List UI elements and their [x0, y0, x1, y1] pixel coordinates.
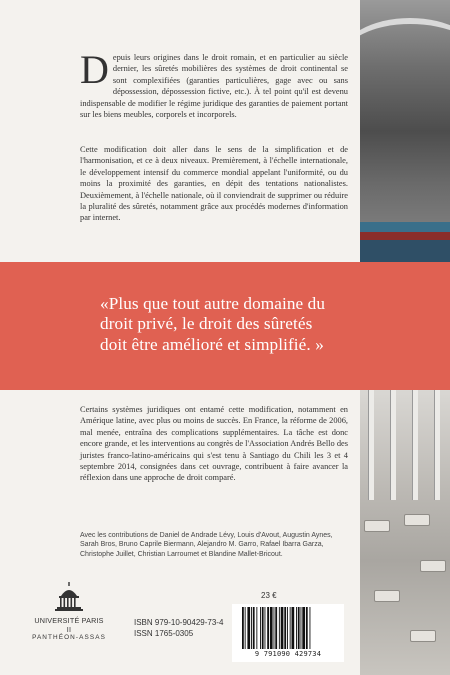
- barcode-digits: 9 791090 429734: [254, 650, 322, 658]
- publisher-logo: [32, 582, 106, 641]
- photo-seat: [404, 514, 430, 526]
- barcode-bar: [267, 607, 269, 649]
- barcode-bar: [301, 607, 302, 649]
- barcode-bar: [247, 607, 250, 649]
- barcode-bar: [281, 607, 284, 649]
- photo-column: [390, 390, 396, 500]
- cover-photo-bottom: [360, 390, 450, 675]
- pantheon-dome-icon: [52, 582, 86, 614]
- barcode-bar: [290, 607, 291, 649]
- barcode-bar: [242, 607, 244, 649]
- second-paragraph: Cette modification doit aller dans le sens de la simplification et de l'harmonisation, et ce à deux niveaux. Premièrement, à l'échelle internationale, le développement intensif du commerce mondial appelant l'uniformité, ou du moins la proximité des garanties, en dépit des tentations nationalistes. Deuxièmement, à l'échelle nationale, où il conviendrait de supprimer ou réduire la pluralité des sûretés, notamment grâce aux procédés modernes d'information par internet.: [80, 145, 348, 223]
- barcode: [232, 604, 344, 662]
- barcode-bar: [245, 607, 246, 649]
- third-paragraph: Certains systèmes juridiques ont entamé cette modification, notamment en Amérique latine, avec plus ou moins de succès. En France, la réforme de 2006, mal menée, entraîna des complications supplémentaires. La tâche est donc encore grande, et les interventions au congrès de l'Association Andrés Bello des juristes franco-latino-américains qui s'est tenu à Santiago du Chili les 3 et 4 septembre 2014, consignées dans cet ouvrage, contribuent à faire avancer la réflexion dans une approche de droit comparé.: [80, 405, 348, 483]
- barcode-bar: [296, 607, 297, 649]
- photo-seat: [374, 590, 400, 602]
- photo-seat: [364, 520, 390, 532]
- barcode-bar: [256, 607, 257, 649]
- barcode-bar: [270, 607, 273, 649]
- pull-quote: «Plus que tout autre domaine du droit privé, le droit des sûretés doit être amélioré et simplifié. »: [100, 294, 326, 354]
- barcode-bar: [251, 607, 252, 649]
- photo-seat: [410, 630, 436, 642]
- photo-arch: [360, 18, 450, 98]
- photo-seat: [420, 560, 446, 572]
- intro-text: epuis leurs origines dans le droit romain, et en particulier au siècle dernier, les sûretés mobilières des systèmes de droit continental se sont complexifiées (garanties particulières, gage avec ou sans dépossession, dépossession fictive, etc.). À tel point qu'il est devenu indispensable de modifier le régime juridique des garanties de paiement portant sur les biens meubles, corporels et incorporels.: [80, 53, 348, 120]
- contributors-list: Avec les contributions de Daniel de Andrade Lévy, Louis d'Avout, Augustin Aynes, Sarah Bros, Bruno Caprile Biermann, Alejandro M. Garro, Rafael Ibarra Garza, Christophe Juillet, Christian Larroumet et Blandine Mallet-Bricout.: [80, 532, 333, 558]
- barcode-bar: [279, 607, 280, 649]
- barcode-bar: [287, 607, 288, 649]
- barcode-bar: [298, 607, 300, 649]
- barcode-bar: [284, 607, 286, 649]
- barcode-bar: [265, 607, 266, 649]
- photo-column: [412, 390, 418, 500]
- photo-stripe-dark: [360, 240, 450, 262]
- photo-stripe-blue: [360, 222, 450, 232]
- barcode-bar: [275, 607, 277, 649]
- barcode-bar: [262, 607, 264, 649]
- price-label: 23 €: [261, 591, 277, 600]
- publisher-name: UNIVERSITÉ PARIS II: [34, 616, 104, 634]
- intro-paragraph: [80, 47, 348, 120]
- barcode-bar: [274, 607, 275, 649]
- drop-cap: D: [80, 47, 109, 92]
- barcode-bar: [306, 607, 308, 649]
- barcode-bar: [310, 607, 311, 649]
- issn-number: ISSN 1765-0305: [134, 629, 194, 638]
- publisher-subname: PANTHÉON-ASSAS: [32, 634, 106, 641]
- isbn-number: ISBN 979-10-90429-73-4: [134, 618, 224, 627]
- barcode-bar: [260, 607, 261, 649]
- photo-column: [368, 390, 374, 500]
- barcode-bar: [302, 607, 305, 649]
- photo-column: [434, 390, 440, 500]
- photo-stripe-red: [360, 232, 450, 240]
- barcode-bar: [253, 607, 255, 649]
- barcode-bar: [292, 607, 295, 649]
- cover-photo-top: [360, 0, 450, 262]
- identifiers: [134, 617, 223, 639]
- barcode-bars: [242, 607, 336, 649]
